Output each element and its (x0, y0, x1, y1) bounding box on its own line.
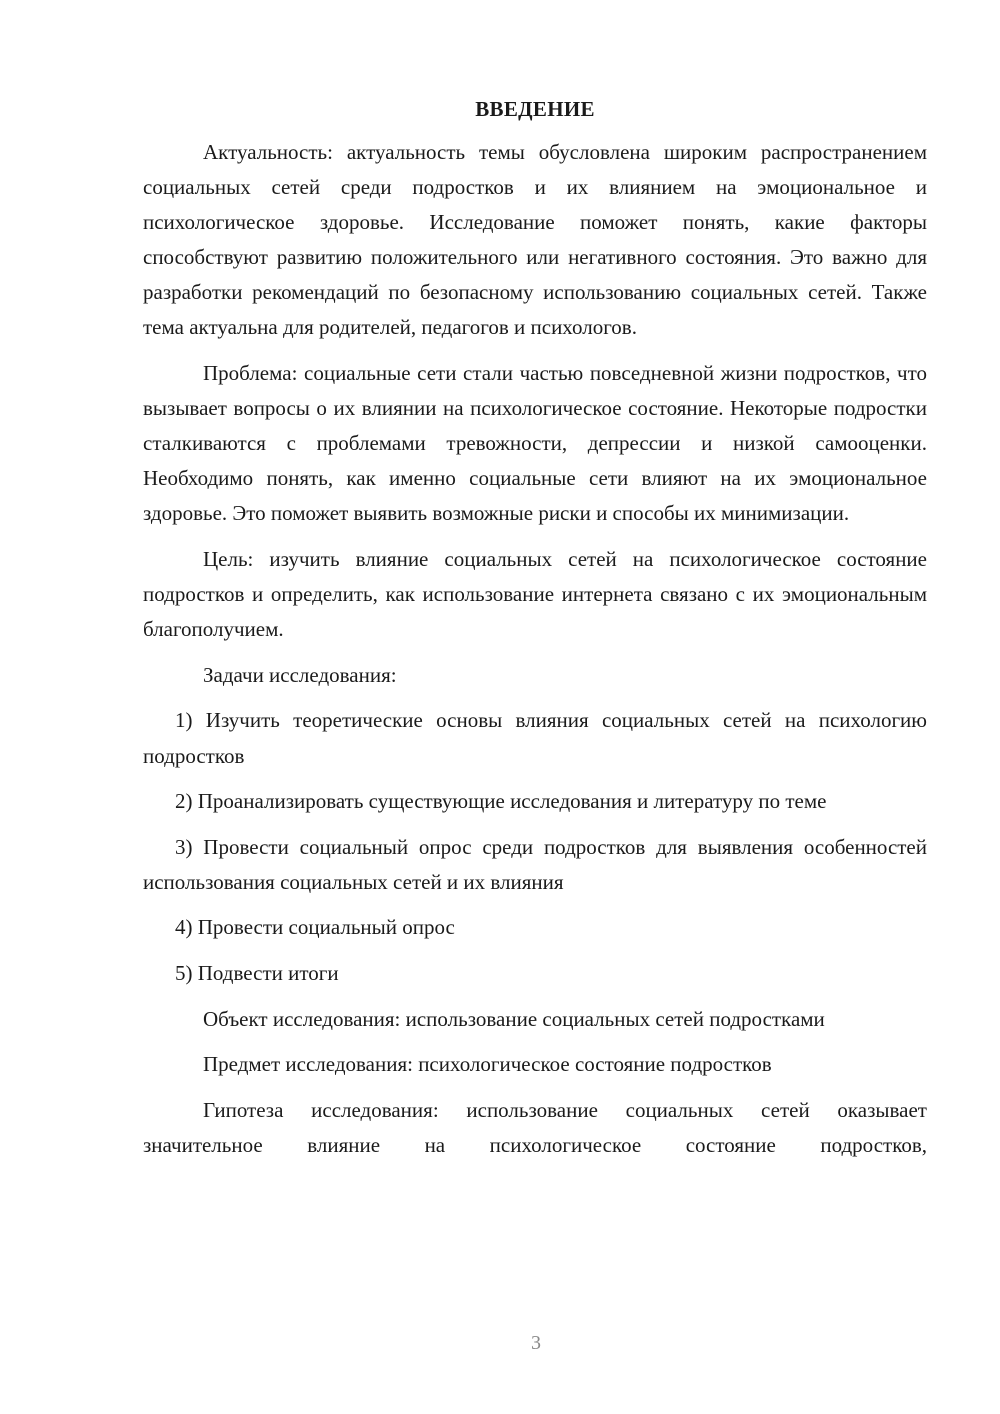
task-item-2: 2) Проанализировать существующие исследования и литературу по теме (175, 789, 827, 814)
page-title: ВВЕДЕНИЕ (475, 97, 595, 121)
paragraph-relevance: Актуальность: актуальность темы обусловлена широким распространением социальных сетей среди подростков и их влиянием на эмоциональное и психологическое здоровье. Исследование поможет понять, какие факторы способствуют развитию положительного или негативного состояния. Это важно для разработки рекомендаций по безопасному использованию социальных сетей. Также тема актуальна для родителей, педагогов и психологов. (143, 140, 927, 340)
tasks-heading: Задачи исследования: (203, 662, 397, 687)
task-item-5: 5) Подвести итоги (175, 960, 339, 985)
page-number: 3 (531, 1332, 541, 1354)
paragraph-problem: Проблема: социальные сети стали частью повседневной жизни подростков, что вызывает вопросы о их влиянии на психологическое состояние. Некоторые подростки сталкиваются с проблемами тревожности, депрессии и низкой самооценки. Необходимо понять, как именно социальные сети влияют на их эмоциональное здоровье. Это поможет выявить возможные риски и способы их минимизации. (143, 361, 927, 526)
paragraph-goal: Цель: изучить влияние социальных сетей на психологическое состояние подростков и определить, как использование интернета связано с их эмоциональным благополучием. (143, 547, 927, 642)
document-body (143, 92, 927, 1163)
paragraph-subject: Предмет исследования: психологическое состояние подростков (203, 1052, 772, 1077)
paragraph-object: Объект исследования: использование социальных сетей подростками (203, 1006, 825, 1031)
task-item-4: 4) Провести социальный опрос (175, 915, 455, 940)
paragraph-hypothesis: Гипотеза исследования: использование социальных сетей оказывает значительное влияние на психологическое состояние подростков, (143, 1097, 927, 1157)
task-item-3: 3) Провести социальный опрос среди подростков для выявления особенностей использования социальных сетей и их влияния (143, 834, 927, 894)
task-item-1: 1) Изучить теоретические основы влияния социальных сетей на психологию подростков (143, 708, 927, 768)
